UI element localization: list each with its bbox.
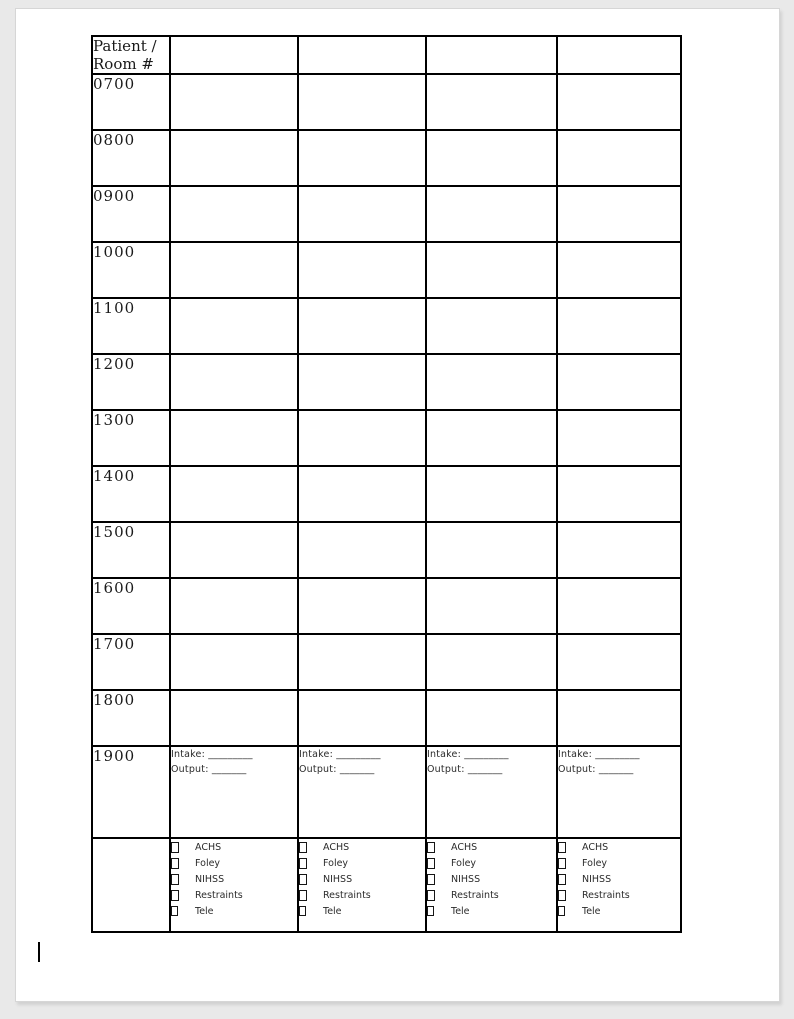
checklist-item [171, 887, 297, 903]
checklist-item [558, 839, 680, 855]
schedule-cell[interactable] [557, 74, 681, 130]
checkbox-icon[interactable] [558, 890, 566, 901]
patient-header-cell-4[interactable] [557, 36, 681, 74]
table-row-1300 [92, 410, 681, 466]
schedule-cell[interactable] [298, 466, 426, 522]
schedule-cell[interactable] [557, 466, 681, 522]
checklist-item [171, 871, 297, 887]
checkbox-icon[interactable] [427, 874, 435, 885]
patient-header-cell-2[interactable] [298, 36, 426, 74]
table-row-1400 [92, 466, 681, 522]
schedule-cell[interactable] [557, 354, 681, 410]
checklist-item [299, 871, 425, 887]
checkbox-icon[interactable] [427, 906, 434, 916]
schedule-cell[interactable] [298, 130, 426, 186]
table-row-checklist [92, 838, 681, 932]
schedule-cell[interactable] [426, 410, 557, 466]
schedule-cell[interactable] [170, 410, 298, 466]
time-label: 1500 [92, 522, 170, 578]
intake-output-cell-1[interactable] [170, 746, 298, 838]
checklist-item [299, 855, 425, 871]
schedule-cell[interactable] [426, 466, 557, 522]
checklist-label: ACHS [195, 841, 222, 853]
checklist-item [299, 887, 425, 903]
time-label: 1600 [92, 578, 170, 634]
time-label: 1000 [92, 242, 170, 298]
checklist-label: NIHSS [323, 873, 353, 885]
checklist-item [171, 839, 297, 855]
schedule-cell[interactable] [557, 242, 681, 298]
intake-output-cell-4[interactable] [557, 746, 681, 838]
schedule-cell[interactable] [426, 130, 557, 186]
intake-output-cell-2[interactable] [298, 746, 426, 838]
checklist-label: Foley [582, 857, 608, 869]
checklist-label: Foley [195, 857, 221, 869]
document-page [15, 8, 780, 1002]
schedule-cell[interactable] [170, 634, 298, 690]
schedule-cell[interactable] [426, 690, 557, 746]
schedule-cell[interactable] [170, 578, 298, 634]
checklist-label: Tele [451, 905, 470, 917]
schedule-cell[interactable] [426, 578, 557, 634]
schedule-cell[interactable] [170, 242, 298, 298]
text-cursor [38, 942, 40, 962]
checkbox-icon[interactable] [427, 842, 435, 853]
checklist-label: NIHSS [451, 873, 481, 885]
checklist-label: ACHS [323, 841, 350, 853]
schedule-cell[interactable] [426, 634, 557, 690]
checklist-item [558, 855, 680, 871]
checklist-label: Restraints [451, 889, 499, 901]
intake-line: Intake: _________ [558, 749, 640, 760]
table-row-1800 [92, 690, 681, 746]
patient-header-cell-3[interactable] [426, 36, 557, 74]
time-label: 1700 [92, 634, 170, 690]
checklist-cell-4[interactable] [557, 838, 681, 932]
checkbox-icon[interactable] [171, 858, 179, 869]
checkbox-icon[interactable] [299, 842, 307, 853]
schedule-cell[interactable] [170, 690, 298, 746]
time-label: 1900 [92, 746, 170, 838]
time-label: 0800 [92, 130, 170, 186]
checkbox-icon[interactable] [558, 874, 566, 885]
checklist-cell-2[interactable] [298, 838, 426, 932]
schedule-cell[interactable] [298, 410, 426, 466]
output-line: Output: _______ [558, 764, 634, 775]
table-row-1700 [92, 634, 681, 690]
schedule-cell[interactable] [426, 186, 557, 242]
schedule-cell[interactable] [426, 522, 557, 578]
checkbox-icon[interactable] [558, 906, 565, 916]
schedule-cell[interactable] [557, 634, 681, 690]
checklist-label: ACHS [451, 841, 478, 853]
table-row-1600 [92, 578, 681, 634]
checklist-label: Restraints [582, 889, 630, 901]
checklist-item [427, 871, 556, 887]
checklist-label: Tele [323, 905, 342, 917]
time-label: 0700 [92, 74, 170, 130]
time-label: 1300 [92, 410, 170, 466]
checklist-cell-1[interactable] [170, 838, 298, 932]
schedule-cell[interactable] [298, 242, 426, 298]
table-row-1100 [92, 298, 681, 354]
checklist-label: Foley [451, 857, 477, 869]
time-label: 1800 [92, 690, 170, 746]
checkbox-icon[interactable] [299, 890, 307, 901]
checkbox-icon[interactable] [427, 858, 435, 869]
schedule-cell[interactable] [426, 242, 557, 298]
schedule-cell[interactable] [557, 410, 681, 466]
checklist-item [171, 855, 297, 871]
checkbox-icon[interactable] [427, 890, 435, 901]
checklist-label: Restraints [195, 889, 243, 901]
time-label: 0900 [92, 186, 170, 242]
checkbox-icon[interactable] [299, 858, 307, 869]
schedule-cell[interactable] [557, 298, 681, 354]
schedule-cell[interactable] [557, 690, 681, 746]
checklist-label: Tele [582, 905, 601, 917]
schedule-cell[interactable] [170, 522, 298, 578]
patient-header-cell-1[interactable] [170, 36, 298, 74]
schedule-cell[interactable] [426, 74, 557, 130]
checklist-item [427, 839, 556, 855]
schedule-cell[interactable] [298, 74, 426, 130]
header-patient-room: Patient / Room # [92, 36, 170, 74]
checklist-label: Foley [323, 857, 349, 869]
intake-output-cell-3[interactable] [426, 746, 557, 838]
schedule-cell[interactable] [557, 186, 681, 242]
schedule-cell[interactable] [557, 130, 681, 186]
time-label: 1200 [92, 354, 170, 410]
table-header-row [92, 36, 681, 74]
checklist-cell-3[interactable] [426, 838, 557, 932]
table-row-0900 [92, 186, 681, 242]
schedule-cell[interactable] [170, 298, 298, 354]
output-line: Output: _______ [427, 764, 503, 775]
checkbox-icon[interactable] [299, 874, 307, 885]
time-label: 1100 [92, 298, 170, 354]
schedule-cell[interactable] [170, 186, 298, 242]
time-label: 1400 [92, 466, 170, 522]
schedule-cell[interactable] [298, 354, 426, 410]
checkbox-icon[interactable] [299, 906, 306, 916]
checklist-label: ACHS [582, 841, 609, 853]
checklist-label: Tele [195, 905, 214, 917]
schedule-cell[interactable] [557, 578, 681, 634]
checklist-empty-cell[interactable] [92, 838, 170, 932]
output-line: Output: _______ [299, 764, 375, 775]
intake-line: Intake: _________ [171, 749, 253, 760]
checklist-item [171, 903, 297, 919]
output-line: Output: _______ [171, 764, 247, 775]
schedule-cell[interactable] [298, 522, 426, 578]
checklist-item [558, 903, 680, 919]
checklist-item [558, 871, 680, 887]
patient-schedule-table [91, 35, 682, 933]
checkbox-icon[interactable] [171, 874, 179, 885]
checklist-item [558, 887, 680, 903]
table-row-1200 [92, 354, 681, 410]
table-row-0800 [92, 130, 681, 186]
schedule-cell[interactable] [557, 522, 681, 578]
checklist-item [427, 855, 556, 871]
schedule-cell[interactable] [170, 130, 298, 186]
schedule-cell[interactable] [298, 578, 426, 634]
checkbox-icon[interactable] [558, 858, 566, 869]
checklist-label: NIHSS [195, 873, 225, 885]
checklist-label: Restraints [323, 889, 371, 901]
checkbox-icon[interactable] [558, 842, 566, 853]
intake-line: Intake: _________ [299, 749, 381, 760]
table-row-1500 [92, 522, 681, 578]
schedule-cell[interactable] [170, 466, 298, 522]
checklist-item [427, 887, 556, 903]
checklist-item [299, 903, 425, 919]
schedule-cell[interactable] [298, 186, 426, 242]
table-row-1900 [92, 746, 681, 838]
schedule-cell[interactable] [298, 634, 426, 690]
schedule-cell[interactable] [426, 354, 557, 410]
checkbox-icon[interactable] [171, 842, 179, 853]
checklist-label: NIHSS [582, 873, 612, 885]
checkbox-icon[interactable] [171, 906, 178, 916]
schedule-cell[interactable] [426, 298, 557, 354]
schedule-cell[interactable] [298, 690, 426, 746]
checklist-item [427, 903, 556, 919]
checkbox-icon[interactable] [171, 890, 179, 901]
table-row-0700 [92, 74, 681, 130]
checklist-item [299, 839, 425, 855]
schedule-cell[interactable] [298, 298, 426, 354]
table-row-1000 [92, 242, 681, 298]
schedule-cell[interactable] [170, 354, 298, 410]
intake-line: Intake: _________ [427, 749, 509, 760]
schedule-cell[interactable] [170, 74, 298, 130]
